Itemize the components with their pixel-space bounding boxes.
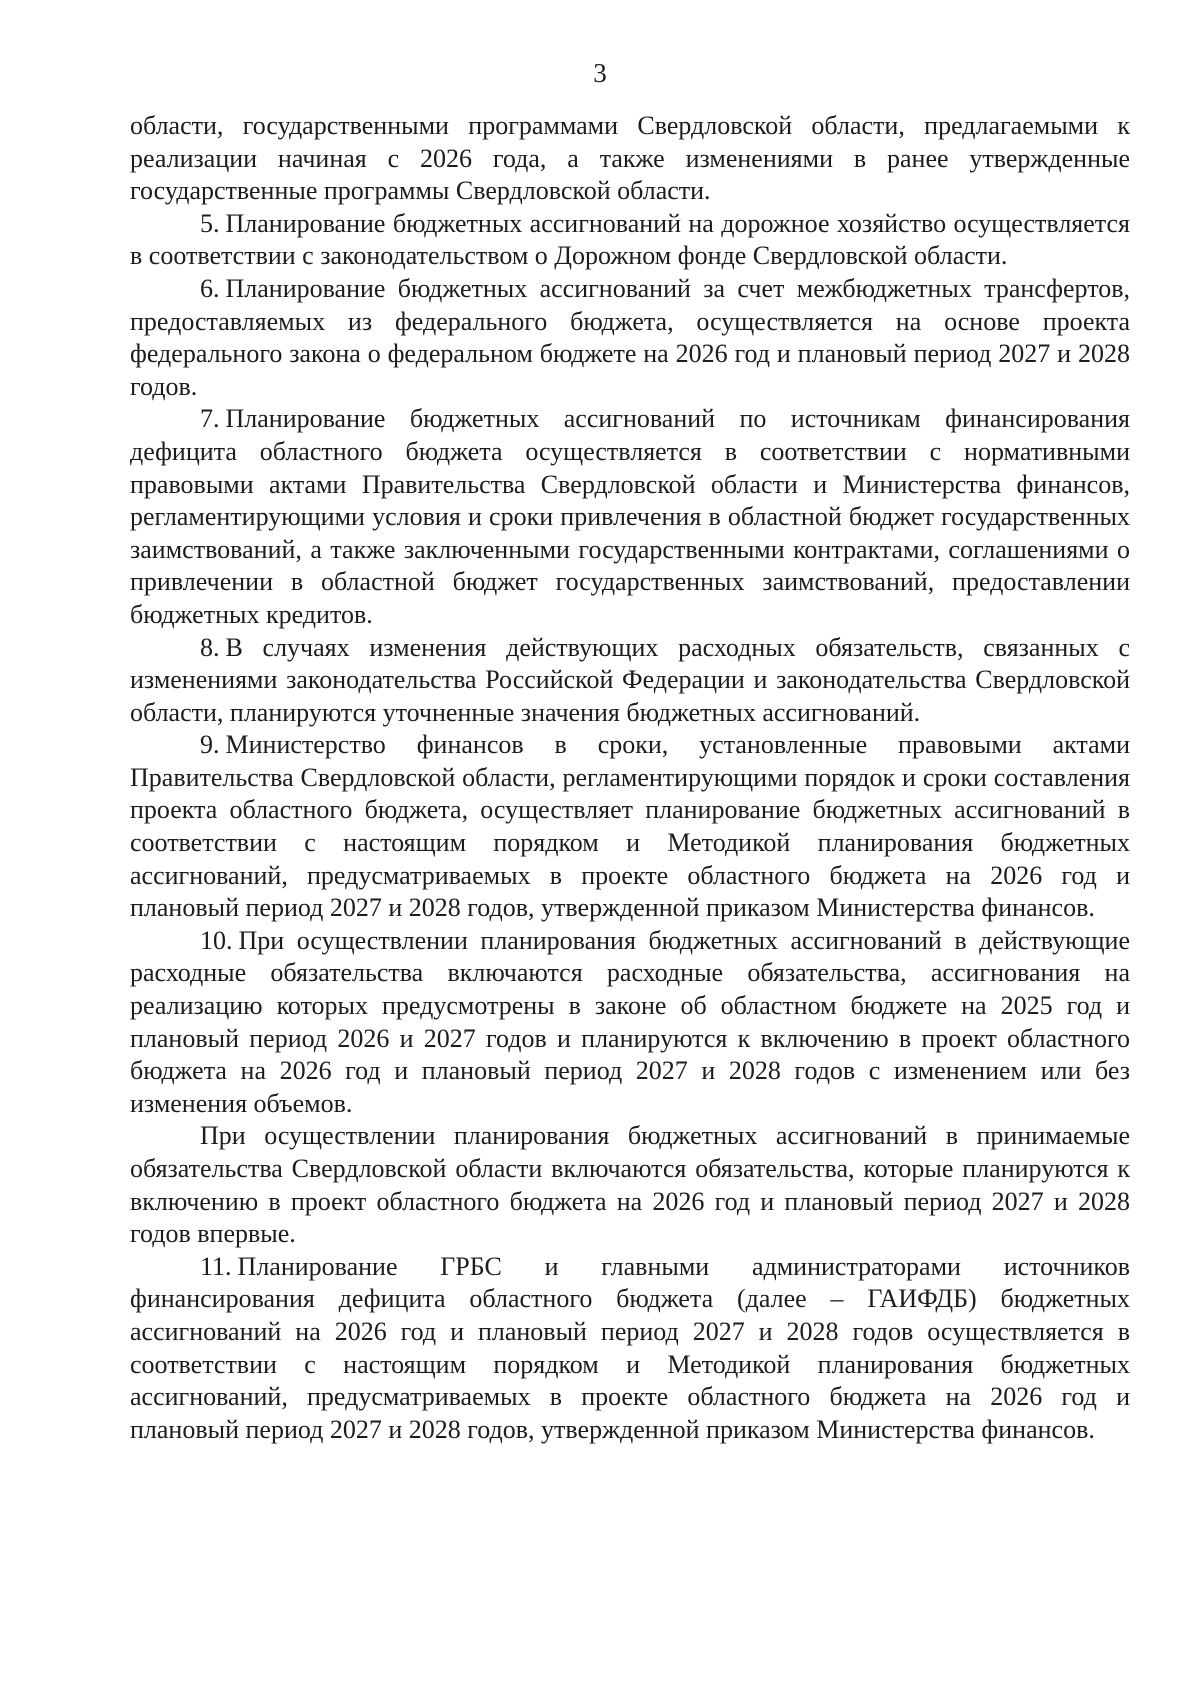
paragraph-8 xyxy=(130,632,1130,730)
paragraph-text: При осуществлении планирования бюджетных ассигнований в принимаемые обязательства Свердловской области включаются обязательства, которые планируются к включению в проект областного бюджета на 2026 год и плановый период 2027 и 2028 годов впервые. xyxy=(130,1121,1130,1249)
paragraph-number: 11. xyxy=(200,1251,232,1281)
paragraph-number: 5. xyxy=(200,208,220,238)
paragraph-text: Планирование бюджетных ассигнований на дорожное хозяйство осуществляется в соответствии с законодательством о Дорожном фонде Свердловской области. xyxy=(130,208,1130,271)
paragraph-continuation xyxy=(130,110,1130,208)
paragraph-text: В случаях изменения действующих расходных обязательств, связанных с изменениями законодательства Российской Федерации и законодательства Свердловской области, планируются уточненные значения бюджетных ассигнований. xyxy=(130,632,1130,727)
paragraph-5 xyxy=(130,208,1130,273)
paragraph-text: При осуществлении планирования бюджетных ассигнований в действующие расходные обязательства включаются расходные обязательства, ассигнования на реализацию которых предусмотрены в законе об областном бюджете на 2025 год и плановый период 2026 и 2027 годов и планируются к включению в проект областного бюджета на 2026 год и плановый период 2027 и 2028 годов с изменением или без изменения объемов. xyxy=(130,925,1130,1118)
paragraph-10-continuation xyxy=(130,1120,1130,1250)
paragraph-11 xyxy=(130,1251,1130,1447)
paragraph-text: Планирование бюджетных ассигнований за счет межбюджетных трансфертов, предоставляемых из федерального бюджета, осуществляется на основе проекта федерального закона о федеральном бюджете на 2026 год и плановый период 2027 и 2028 годов. xyxy=(130,273,1130,401)
paragraph-7 xyxy=(130,403,1130,631)
paragraph-text: Планирование бюджетных ассигнований по источникам финансирования дефицита областного бюджета осуществляется в соответствии с нормативными правовыми актами Правительства Свердловской области и Министерства финансов, регламентирующими условия и сроки привлечения в областной бюджет государственных заимствований, а также заключенными государственными контрактами, соглашениями о привлечении в областной бюджет государственных заимствований, предоставлении бюджетных кредитов. xyxy=(130,404,1130,629)
page-number: 3 xyxy=(593,58,607,88)
paragraph-number: 10. xyxy=(200,925,233,955)
paragraph-text: Планирование ГРБС и главными администраторами источников финансирования дефицита областного бюджета (далее – ГАИФДБ) бюджетных ассигнований на 2026 год и плановый период 2027 и 2028 годов осуществляется в соответствии с настоящим порядком и Методикой планирования бюджетных ассигнований, предусматриваемых в проекте областного бюджета на 2026 год и плановый период 2027 и 2028 годов, утвержденной приказом Министерства финансов. xyxy=(130,1251,1130,1444)
paragraph-6 xyxy=(130,273,1130,403)
paragraph-number: 9. xyxy=(200,730,220,760)
paragraph-number: 8. xyxy=(200,632,220,662)
paragraph-number: 7. xyxy=(200,404,220,434)
paragraph-number: 6. xyxy=(200,273,220,303)
paragraph-text: Министерство финансов в сроки, установленные правовыми актами Правительства Свердловской области, регламентирующими порядок и сроки составления проекта областного бюджета, осуществляет планирование бюджетных ассигнований в соответствии с настоящим порядком и Методикой планирования бюджетных ассигнований, предусматриваемых в проекте областного бюджета на 2026 год и плановый период 2027 и 2028 годов, утвержденной приказом Министерства финансов. xyxy=(130,730,1130,923)
paragraph-text: области, государственными программами Свердловской области, предлагаемыми к реализации начиная с 2026 года, а также изменениями в ранее утвержденные государственные программы Свердловской области. xyxy=(130,111,1130,206)
paragraph-10 xyxy=(130,925,1130,1121)
paragraph-9 xyxy=(130,729,1130,925)
document-body xyxy=(130,110,1130,1446)
